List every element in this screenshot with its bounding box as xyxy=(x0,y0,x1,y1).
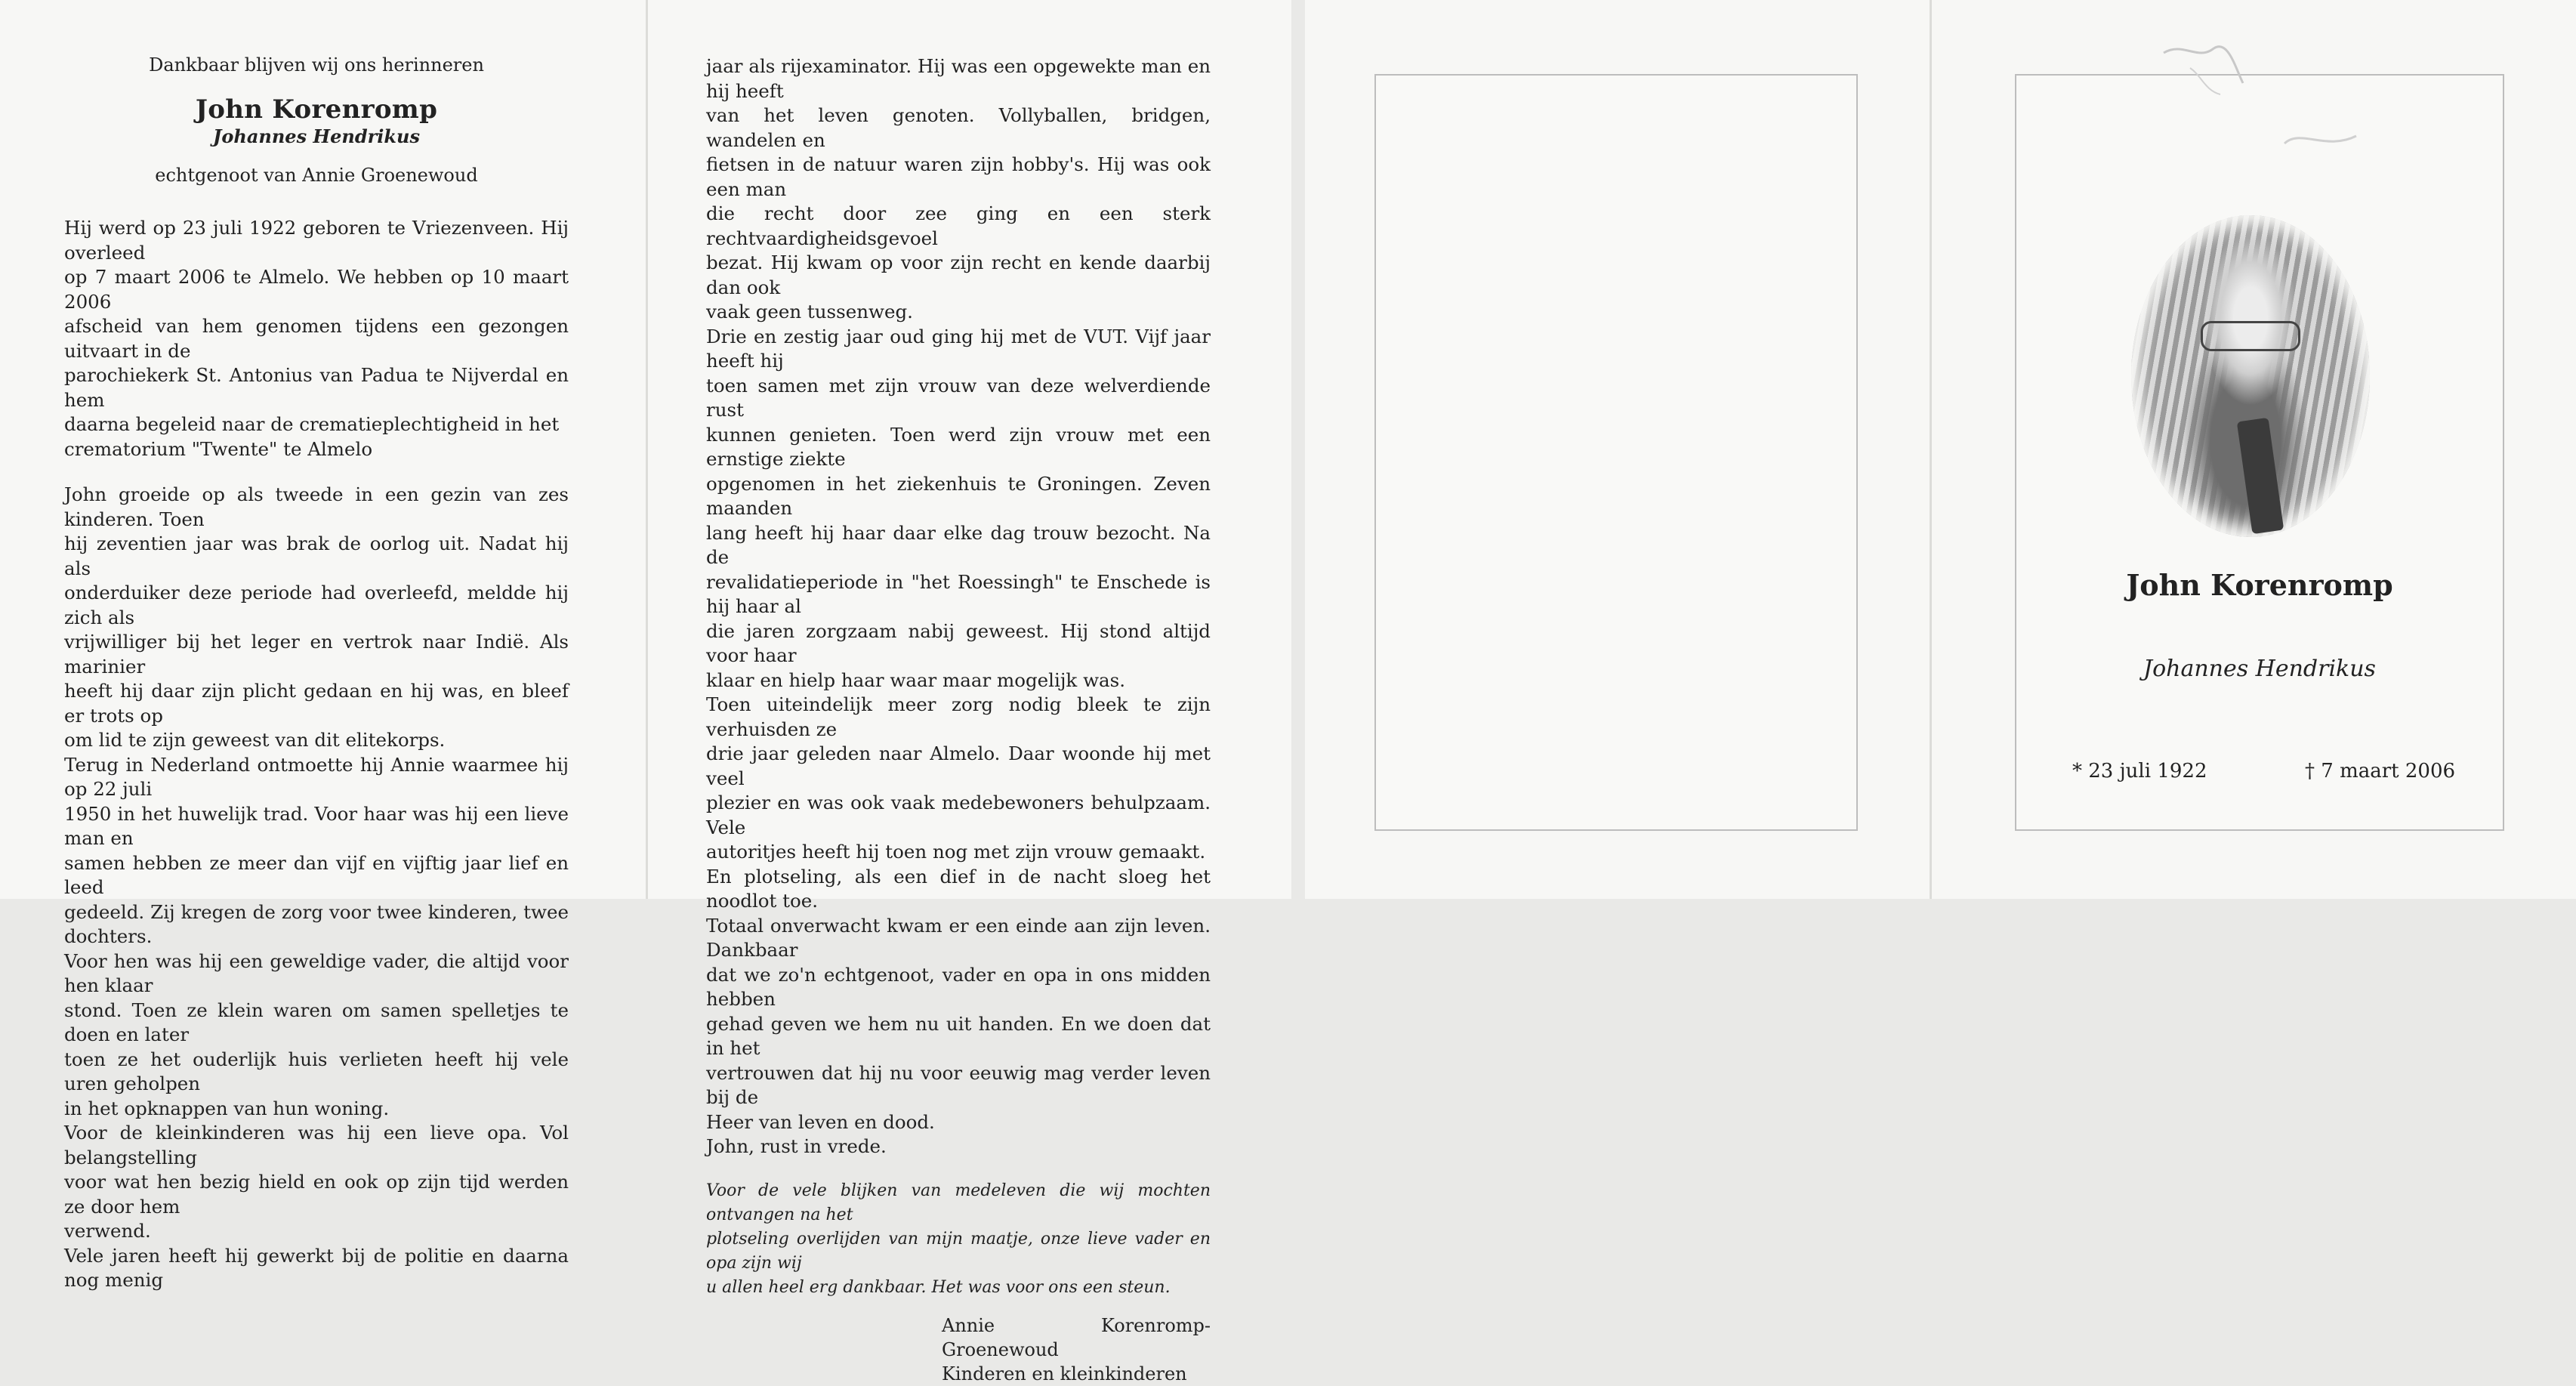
thanks-note xyxy=(706,1179,1211,1300)
text-line: En plotseling, als een dief in de nacht sloeg het noodlot toe. xyxy=(706,865,1211,912)
text-line: 1950 in het huwelijk trad. Voor haar was hij een lieve man en xyxy=(64,802,569,849)
given-names: Johannes Hendrikus xyxy=(213,125,420,147)
card-given-names: Johannes Hendrikus xyxy=(2143,656,2376,682)
text-line: bezat. Hij kwam op voor zijn recht en kende daarbij dan ook xyxy=(706,252,1211,298)
text-line: dat we zo'n echtgenoot, vader en opa in ons midden hebben xyxy=(706,963,1211,1010)
text-line: opgenomen in het ziekenhuis te Groningen. Zeven maanden xyxy=(706,472,1211,519)
text-line: autoritjes heeft hij toen nog met zijn vrouw gemaakt. xyxy=(706,841,1206,863)
text-line: Hij werd op 23 juli 1922 geboren te Vriezenveen. Hij overleed xyxy=(64,217,569,264)
text-line: vrijwilliger bij het leger en vertrok naar Indië. Als marinier xyxy=(64,631,569,678)
text-line: toen ze het ouderlijk huis verlieten heeft hij vele uren geholpen xyxy=(64,1048,569,1094)
text-line: revalidatieperiode in "het Roessingh" te Enschede is hij haar al xyxy=(706,570,1211,617)
obituary-page-1 xyxy=(64,53,569,1293)
text-line: Totaal onverwacht kwam er een einde aan zijn leven. Dankbaar xyxy=(706,914,1211,961)
text-line: fietsen in de natuur waren zijn hobby's. Hij was ook een man xyxy=(706,153,1211,200)
text-line: Vele jaren heeft hij gewerkt bij de politie en daarna nog menig xyxy=(64,1244,569,1291)
text-line: Toen uiteindelijk meer zorg nodig bleek te zijn verhuisden ze xyxy=(706,693,1211,740)
deceased-name: John Korenromp xyxy=(195,94,438,125)
text-line: plezier en was ook vaak medebewoners behulpzaam. Vele xyxy=(706,792,1211,838)
text-line: Kinderen en kleinkinderen xyxy=(942,1363,1187,1384)
text-line: die recht door zee ging en een sterk rechtvaardigheidsgevoel xyxy=(706,202,1211,249)
text-line: jaar als rijexaminator. Hij was een opgewekte man en hij heeft xyxy=(706,55,1211,102)
death-date: † 7 maart 2006 xyxy=(2305,760,2456,783)
text-line: klaar en hielp haar waar maar mogelijk was. xyxy=(706,668,1126,691)
text-line: crematorium "Twente" te Almelo xyxy=(64,437,373,460)
birth-date: * 23 juli 1922 xyxy=(2072,760,2207,783)
text-line: Voor de kleinkinderen was hij een lieve opa. Vol belangstelling xyxy=(64,1122,569,1168)
glasses-detail xyxy=(2201,321,2300,351)
text-line: plotseling overlijden van mijn maatje, onze lieve vader en opa zijn wij xyxy=(706,1229,1211,1273)
tie-detail xyxy=(2237,418,2284,534)
text-line: verwend. xyxy=(64,1220,151,1242)
text-line: die jaren zorgzaam nabij geweest. Hij stond altijd voor haar xyxy=(706,619,1211,666)
text-line: op 7 maart 2006 te Almelo. We hebben op 10 maart 2006 xyxy=(64,266,569,313)
blank-panel-frame xyxy=(1374,74,1858,831)
scribble-decoration xyxy=(2281,121,2364,159)
text-line: Drie en zestig jaar oud ging hij met de VUT. Vijf jaar heeft hij xyxy=(706,325,1211,372)
fold-line xyxy=(646,0,648,899)
text-line: kunnen genieten. Toen werd zijn vrouw met een ernstige ziekte xyxy=(706,423,1211,470)
text-line: lang heeft hij haar daar elke dag trouw bezocht. Na de xyxy=(706,521,1211,568)
obituary-page-2 xyxy=(706,54,1211,1386)
text-line xyxy=(64,461,569,483)
text-line: John groeide op als tweede in een gezin van zes kinderen. Toen xyxy=(64,483,569,530)
text-line: samen hebben ze meer dan vijf en vijftig jaar lief en leed xyxy=(64,851,569,898)
card-name: John Korenromp xyxy=(2126,568,2393,602)
text-line: voor wat hen bezig hield en ook op zijn tijd werden ze door hem xyxy=(64,1171,569,1218)
biography-text xyxy=(64,216,569,1293)
text-line: heeft hij daar zijn plicht gedaan en hij was, en bleef er trots op xyxy=(64,680,569,727)
fold-line xyxy=(1930,0,1932,899)
text-line: afscheid van hem genomen tijdens een gezongen uitvaart in de xyxy=(64,315,569,362)
portrait-photo xyxy=(2131,215,2370,537)
text-line: hij zeventien jaar was brak de oorlog uit. Nadat hij als xyxy=(64,532,569,579)
scribble-decoration xyxy=(2160,38,2251,98)
text-line: daarna begeleid naar de crematieplechtigheid in het xyxy=(64,413,560,435)
text-line: Voor de vele blijken van medeleven die wij mochten ontvangen na het xyxy=(706,1181,1211,1224)
text-line: vaak geen tussenweg. xyxy=(706,301,913,323)
text-line: gehad geven we hem nu uit handen. En we doen dat in het xyxy=(706,1012,1211,1059)
text-line: Voor hen was hij een geweldige vader, die altijd voor hen klaar xyxy=(64,949,569,996)
biography-text-continued xyxy=(706,54,1211,1159)
text-line: Heer van leven en dood. xyxy=(706,1110,935,1133)
text-line: om lid te zijn geweest van dit elitekorps. xyxy=(64,729,446,751)
signature xyxy=(942,1313,1211,1386)
text-line: Annie Korenromp-Groenewoud xyxy=(942,1314,1211,1360)
text-line: onderduiker deze periode had overleefd, meldde hij zich als xyxy=(64,582,569,628)
text-line: in het opknappen van hun woning. xyxy=(64,1097,390,1119)
spouse-line: echtgenoot van Annie Groenewoud xyxy=(155,164,478,186)
text-line: vertrouwen dat hij nu voor eeuwig mag verder leven bij de xyxy=(706,1061,1211,1108)
text-line: John, rust in vrede. xyxy=(706,1135,887,1157)
text-line: van het leven genoten. Vollyballen, bridgen, wandelen en xyxy=(706,104,1211,151)
text-line: parochiekerk St. Antonius van Padua te Nijverdal en hem xyxy=(64,364,569,411)
text-line: stond. Toen ze klein waren om samen spelletjes te doen en later xyxy=(64,999,569,1045)
text-line: gedeeld. Zij kregen de zorg voor twee kinderen, twee dochters. xyxy=(64,900,569,947)
text-line: toen samen met zijn vrouw van deze welverdiende rust xyxy=(706,374,1211,421)
text-line: u allen heel erg dankbaar. Het was voor ons een steun. xyxy=(706,1277,1171,1297)
intro-line: Dankbaar blijven wij ons herinneren xyxy=(149,54,484,76)
text-line: drie jaar geleden naar Almelo. Daar woonde hij met veel xyxy=(706,742,1211,789)
text-line: Terug in Nederland ontmoette hij Annie waarmee hij op 22 juli xyxy=(64,753,569,800)
